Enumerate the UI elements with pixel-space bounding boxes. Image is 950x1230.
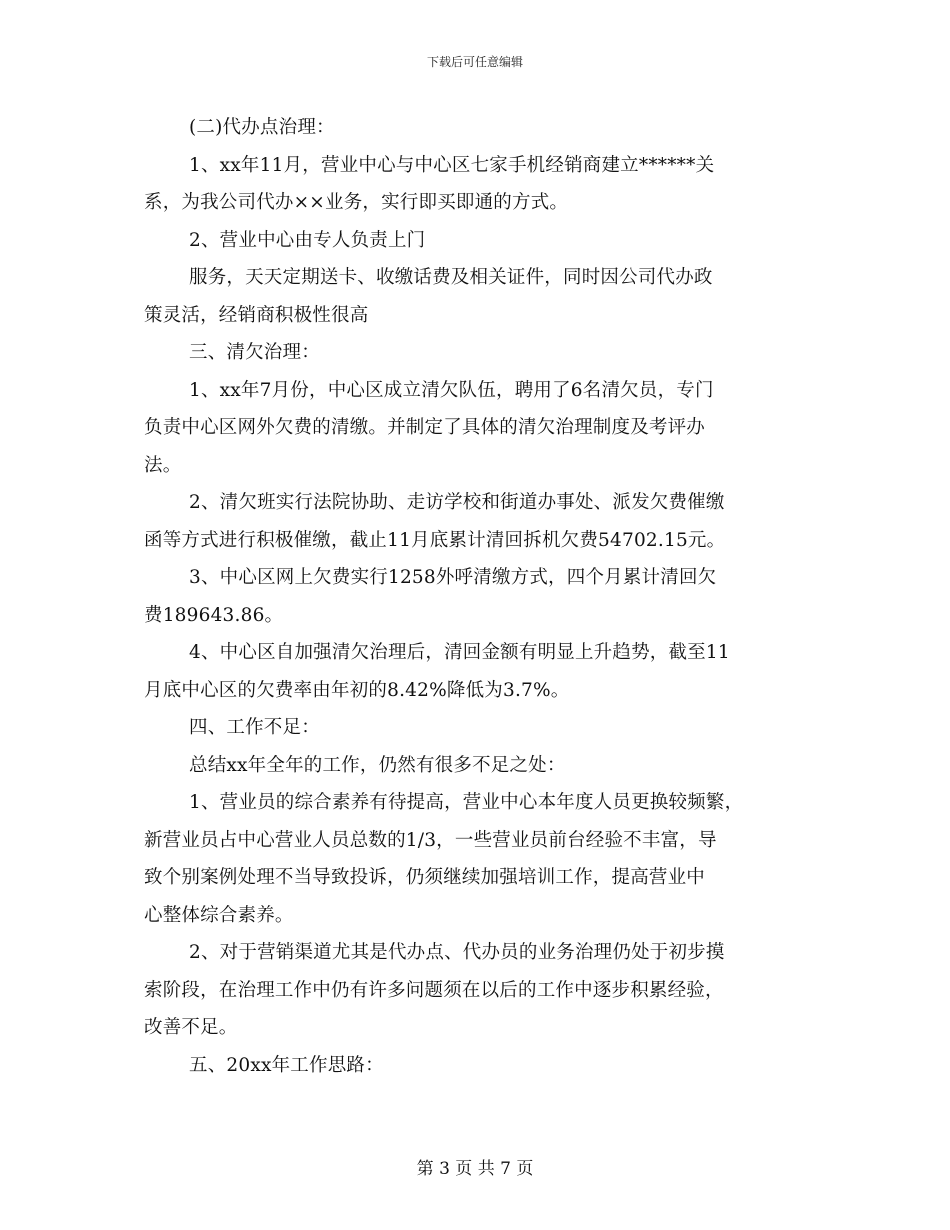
text-line: 三、清欠治理： xyxy=(189,342,320,363)
text-line: 2、对于营销渠道尤其是代办点、代办员的业务治理仍处于初步摸 xyxy=(189,942,725,963)
text-line: 改善不足。 xyxy=(144,1017,238,1038)
text-line: 五、20xx年工作思路： xyxy=(189,1054,384,1076)
text-line: 2、营业中心由专人负责上门 xyxy=(189,229,426,251)
text-line: 函等方式进行积极催缴，截止11月底累计清回拆机欠费54702.15元。 xyxy=(144,529,726,551)
text-line: 2、清欠班实行法院协助、走访学校和街道办事处、派发欠费催缴 xyxy=(189,492,725,513)
page-header: 下载后可任意编辑 xyxy=(426,55,523,69)
text-line: 索阶段，在治理工作中仍有许多问题须在以后的工作中逐步积累经验， xyxy=(144,979,724,1001)
text-line: 服务，天天定期送卡、收缴话费及相关证件，同时因公司代办政 xyxy=(189,267,713,288)
text-line: 法。 xyxy=(144,454,182,476)
text-line: 系，为我公司代办××业务，实行即买即通的方式。 xyxy=(144,192,569,213)
text-line: 4、中心区自加强清欠治理后，清回金额有明显上升趋势，截至11 xyxy=(189,642,730,663)
text-line: 四、工作不足： xyxy=(189,717,320,738)
text-line: 致个别案例处理不当导致投诉，仍须继续加强培训工作，提高营业中 xyxy=(144,867,706,888)
text-line: 1、xx年7月份，中心区成立清欠队伍，聘用了6名清欠员，专门 xyxy=(189,379,714,401)
text-line: 费189643.86。 xyxy=(144,604,284,626)
text-line: 新营业员占中心营业人员总数的1/3，一些营业员前台经验不丰富，导 xyxy=(144,829,717,851)
page-number: 第 3 页 共 7 页 xyxy=(416,1159,534,1179)
text-line: 1、xx年11月，营业中心与中心区七家手机经销商建立******关 xyxy=(189,154,715,176)
text-line: 心整体综合素养。 xyxy=(144,904,294,926)
text-line: (二)代办点治理： xyxy=(189,117,335,138)
text-line: 总结xx年全年的工作，仍然有很多不足之处： xyxy=(189,754,566,776)
text-line: 月底中心区的欠费率由年初的8.42%降低为3.7%。 xyxy=(144,679,570,701)
text-line: 1、营业员的综合素养有待提高，营业中心本年度人员更换较频繁， xyxy=(189,792,744,813)
text-line: 负责中心区网外欠费的清缴。并制定了具体的清欠治理制度及考评办 xyxy=(144,417,706,438)
text-line: 3、中心区网上欠费实行1258外呼清缴方式，四个月累计清回欠 xyxy=(189,567,717,588)
document-body xyxy=(144,109,812,1084)
text-line: 策灵活，经销商积极性很高 xyxy=(144,304,369,326)
